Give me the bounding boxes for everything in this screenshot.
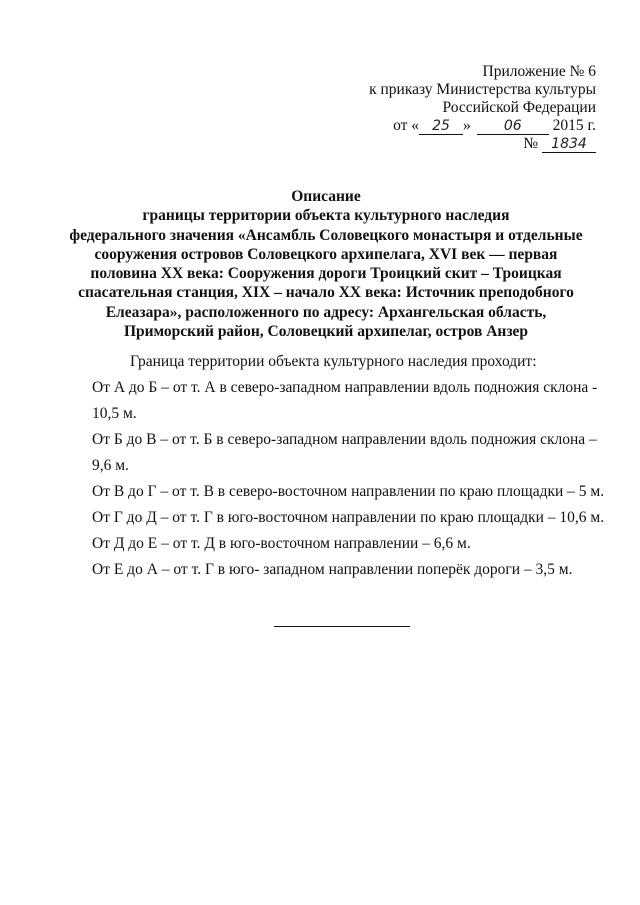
title-line: спасательная станция, XIX – начало XX века: Источник преподобного [78, 284, 574, 302]
annex-header [296, 63, 596, 153]
title-line: Описание [291, 188, 361, 205]
boundary-line: 10,5 м. [92, 405, 137, 422]
boundary-line: От Б до В – от т. Б в северо-западном направлении вдоль подножия склона – [92, 431, 597, 448]
date-year: 2015 г. [552, 117, 596, 134]
annex-number-line [296, 135, 596, 153]
date-prefix: от « [393, 117, 420, 134]
document-body [92, 349, 605, 583]
title-line: Елеазара», расположенного по адресу: Архангельская область, [105, 303, 547, 321]
number-handwritten: 1834 [551, 136, 587, 152]
date-day-field [419, 118, 463, 135]
document-title [64, 187, 588, 341]
annex-order-ref: к приказу Министерства культуры [369, 81, 596, 98]
date-month-field [477, 118, 549, 135]
boundary-line: От Е до А – от т. Г в юго- западном направлении поперёк дороги – 3,5 м. [92, 561, 573, 578]
title-line: сооружения островов Соловецкого архипелага, XVI век — первая [94, 245, 558, 263]
annex-ministry: Российской Федерации [442, 99, 596, 116]
number-label: № [523, 135, 538, 152]
end-separator-line [274, 626, 410, 627]
date-mid: » [463, 117, 471, 134]
boundary-line: От В до Г – от т. В в северо-восточном направлении по краю площадки – 5 м. [92, 483, 605, 500]
boundary-line: От Г до Д – от т. Г в юго-восточном направлении по краю площадки – 10,6 м. [92, 509, 605, 526]
number-field [542, 136, 596, 153]
title-line: половина XX века: Сооружения дороги Троицкий скит – Троицкая [90, 265, 562, 283]
boundary-line: От А до Б – от т. А в северо-западном направлении вдоль подножия склона - [92, 379, 598, 396]
annex-title: Приложение № 6 [482, 63, 596, 80]
date-day-handwritten: 25 [432, 118, 450, 134]
title-line: Приморский район, Соловецкий архипелаг, остров Анзер [123, 323, 529, 341]
date-month-handwritten: 06 [503, 118, 522, 134]
title-line: федерального значения «Ансамбль Соловецкого монастыря и отдельные [69, 226, 583, 244]
annex-date-line [296, 117, 596, 135]
boundary-line: 9,6 м. [92, 457, 129, 474]
body-intro: Граница территории объекта культурного наследия проходит: [130, 353, 537, 370]
boundary-line: От Д до Е – от т. Д в юго-восточном направлении – 6,6 м. [92, 535, 471, 552]
title-line: границы территории объекта культурного наследия [142, 207, 510, 225]
